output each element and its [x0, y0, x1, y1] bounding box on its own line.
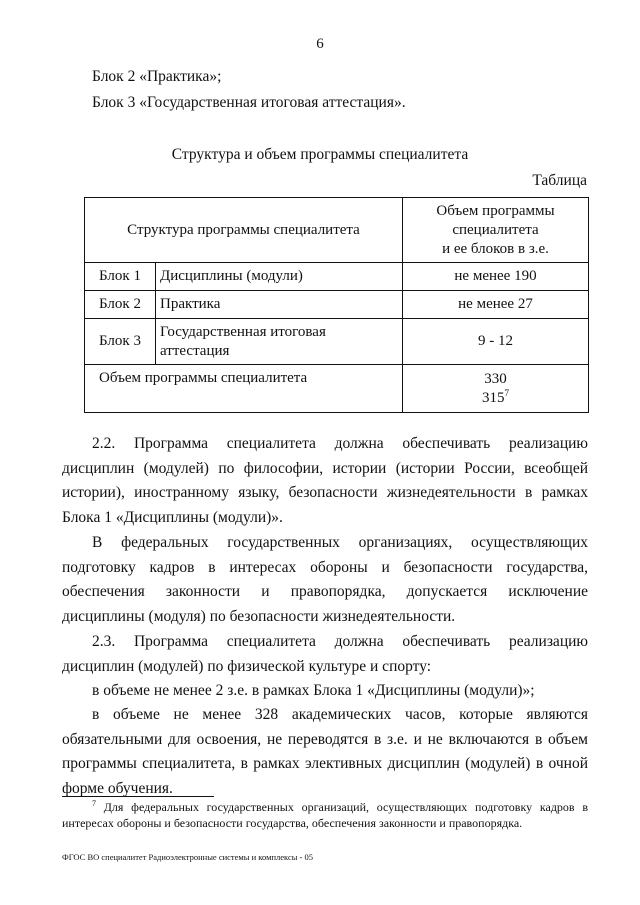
- name-line: аттестация: [160, 342, 230, 359]
- volume-cell: не менее 190: [403, 263, 589, 291]
- table-total-row: [85, 365, 589, 413]
- table-header-row: [85, 198, 589, 263]
- document-footer: ФГОС ВО специалитет Радиоэлектронные системы и комплексы - 05: [62, 852, 314, 862]
- footnote-text: Для федеральных государственных организаций, осуществляющих подготовку кадров в интересах обороны и безопасности государства, обеспечения законности и правопорядка.: [62, 800, 588, 830]
- table-caption: Структура и объем программы специалитета: [171, 146, 469, 163]
- name-cell: [156, 319, 403, 365]
- block-cell: Блок 3: [85, 319, 156, 365]
- program-structure-table: [84, 197, 589, 413]
- total-value-cell: [403, 365, 589, 413]
- block-2-line: Блок 2 «Практика»;: [92, 68, 222, 85]
- table-row: [85, 319, 589, 365]
- paragraph-exception: [62, 531, 588, 629]
- table-row: [85, 291, 589, 319]
- volume-cell: не менее 27: [403, 291, 589, 319]
- paragraph-item-2: [62, 703, 588, 801]
- name-cell: Практика: [156, 291, 403, 319]
- total-value-2: 315: [482, 389, 505, 406]
- block-cell: Блок 1: [85, 263, 156, 291]
- total-label-cell: Объем программы специалитета: [85, 365, 403, 413]
- header-structure: Структура программы специалитета: [85, 198, 403, 263]
- header-volume-line: и ее блоков в з.е.: [442, 240, 549, 257]
- name-line: Государственная итоговая: [160, 323, 326, 340]
- table-label: Таблица: [532, 172, 587, 189]
- name-cell: Дисциплины (модули): [156, 263, 403, 291]
- paragraph-text: 2.2. Программа специалитета должна обеспечивать реализацию дисциплин (модулей) по философии, истории (истории России, всеобщей истории), иностранному языку, безопасности жизнедеятельности в рамках Блока 1 «Дисциплины (модули)».: [62, 435, 588, 526]
- page-number: 6: [316, 36, 324, 52]
- header-volume: [403, 198, 589, 263]
- paragraph-2-2: [62, 432, 588, 530]
- header-volume-line: Объем программы: [436, 202, 555, 219]
- total-value-1: 330: [484, 370, 507, 387]
- paragraph-text: В федеральных государственных организациях, осуществляющих подготовку кадров в интересах обороны и безопасности государства, обеспечения законности и правопорядка, допускается исключение дисциплины (модуля) по безопасности жизнедеятельности.: [62, 534, 588, 625]
- paragraph-text: в объеме не менее 2 з.е. в рамках Блока 1 «Дисциплины (модули)»;: [92, 682, 535, 699]
- block-3-line: Блок 3 «Государственная итоговая аттестация».: [92, 94, 406, 111]
- paragraph-item-1: [62, 679, 588, 704]
- footnote-number: 7: [92, 799, 96, 808]
- footnote: [62, 799, 588, 831]
- paragraph-2-3: [62, 630, 588, 679]
- table-row: [85, 263, 589, 291]
- header-volume-line: специалитета: [452, 221, 539, 238]
- paragraph-text: в объеме не менее 328 академических часов, которые являются обязательными для освоения, не переводятся в з.е. и не включаются в объем программы специалитета, в рамках элективных дисциплин (модулей) в очной форме обучения.: [62, 706, 588, 797]
- footnote-divider: [62, 796, 214, 797]
- paragraph-text: 2.3. Программа специалитета должна обеспечивать реализацию дисциплин (модулей) по физической культуре и спорту:: [62, 633, 588, 675]
- volume-cell: 9 - 12: [403, 319, 589, 365]
- block-cell: Блок 2: [85, 291, 156, 319]
- footnote-ref: 7: [504, 387, 509, 398]
